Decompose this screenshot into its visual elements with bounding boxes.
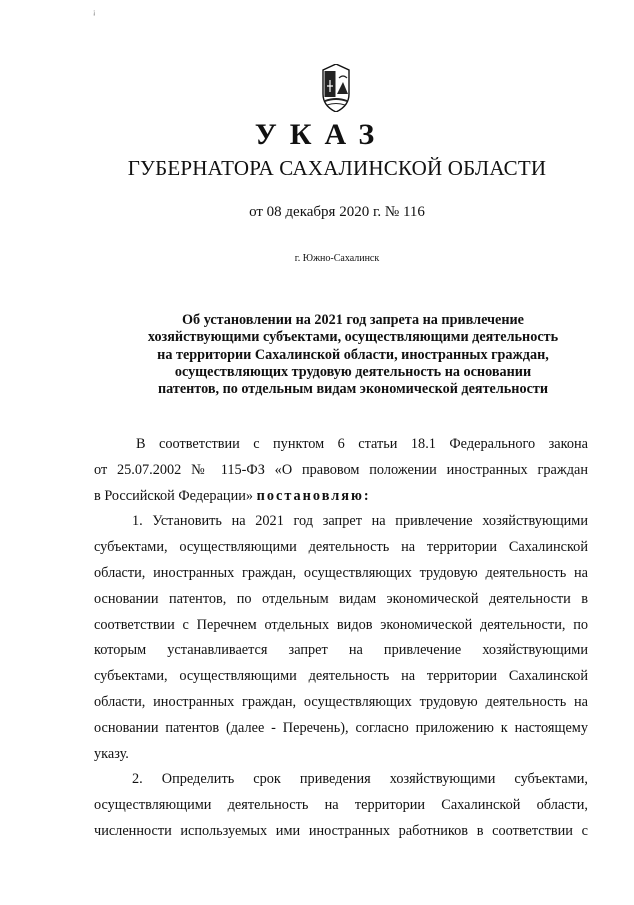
item1-line: субъектами, осуществляющими деятельность на территории Сахалинской xyxy=(94,539,588,556)
item1-line: основании патентов, по отдельным видам экономической деятельности в xyxy=(94,590,588,607)
item2-line: 2. Определить срок приведения хозяйствующими субъектами, xyxy=(132,771,588,788)
heading-line: осуществляющих трудовую деятельность на основании xyxy=(174,363,532,380)
sakhalin-coat-of-arms-icon xyxy=(321,64,351,112)
item1-line: соответствии с Перечнем отдельных видов экономической деятельности, по xyxy=(94,616,588,633)
heading-line: патентов, по отдельным видам экономической деятельности xyxy=(157,381,549,398)
item2-line: осуществляющими деятельность на территории Сахалинской области, xyxy=(94,797,588,814)
document-subtitle: ГУБЕРНАТОРА САХАЛИНСКОЙ ОБЛАСТИ xyxy=(127,156,547,180)
item1-line: субъектами, осуществляющими деятельность на территории Сахалинской xyxy=(94,668,588,685)
item1-line: области, иностранных граждан, осуществляющих трудовую деятельность на xyxy=(94,693,588,710)
decree-heading xyxy=(118,312,588,398)
scan-corner-mark: ¡ xyxy=(93,8,96,16)
preamble-line: от 25.07.2002 № 115-ФЗ «О правовом положении иностранных граждан xyxy=(94,461,588,478)
item1-line: 1. Установить на 2021 год запрет на привлечение хозяйствующими xyxy=(132,513,588,530)
item1-line: которым устанавливается запрет на привлечение хозяйствующими xyxy=(94,642,588,659)
heading-line: Об установлении на 2021 год запрета на привлечение xyxy=(182,312,524,328)
document-date-number: от 08 декабря 2020 г. № 116 xyxy=(249,204,425,220)
item1-line: области, иностранных граждан, осуществляющих трудовую деятельность на xyxy=(94,564,588,581)
preamble-last-line xyxy=(94,484,588,510)
decree-word: постановляю: xyxy=(256,487,371,504)
preamble-text: в Российской Федерации» xyxy=(94,487,254,504)
document-city: г. Южно-Сахалинск xyxy=(294,253,380,264)
item2-line: численности используемых ими иностранных работников в соответствии с xyxy=(94,822,588,839)
heading-line: на территории Сахалинской области, иностранных граждан, xyxy=(157,346,549,363)
preamble-line: В соответствии с пунктом 6 статьи 18.1 Федерального закона xyxy=(136,436,588,452)
document-title: УКАЗ xyxy=(254,118,388,151)
item1-line: основании патентов (далее - Перечень), согласно приложению к настоящему xyxy=(94,719,588,736)
heading-line: хозяйствующими субъектами, осуществляющими деятельность xyxy=(147,329,559,346)
decree-body xyxy=(94,432,588,845)
item1-line: указу. xyxy=(94,745,129,762)
